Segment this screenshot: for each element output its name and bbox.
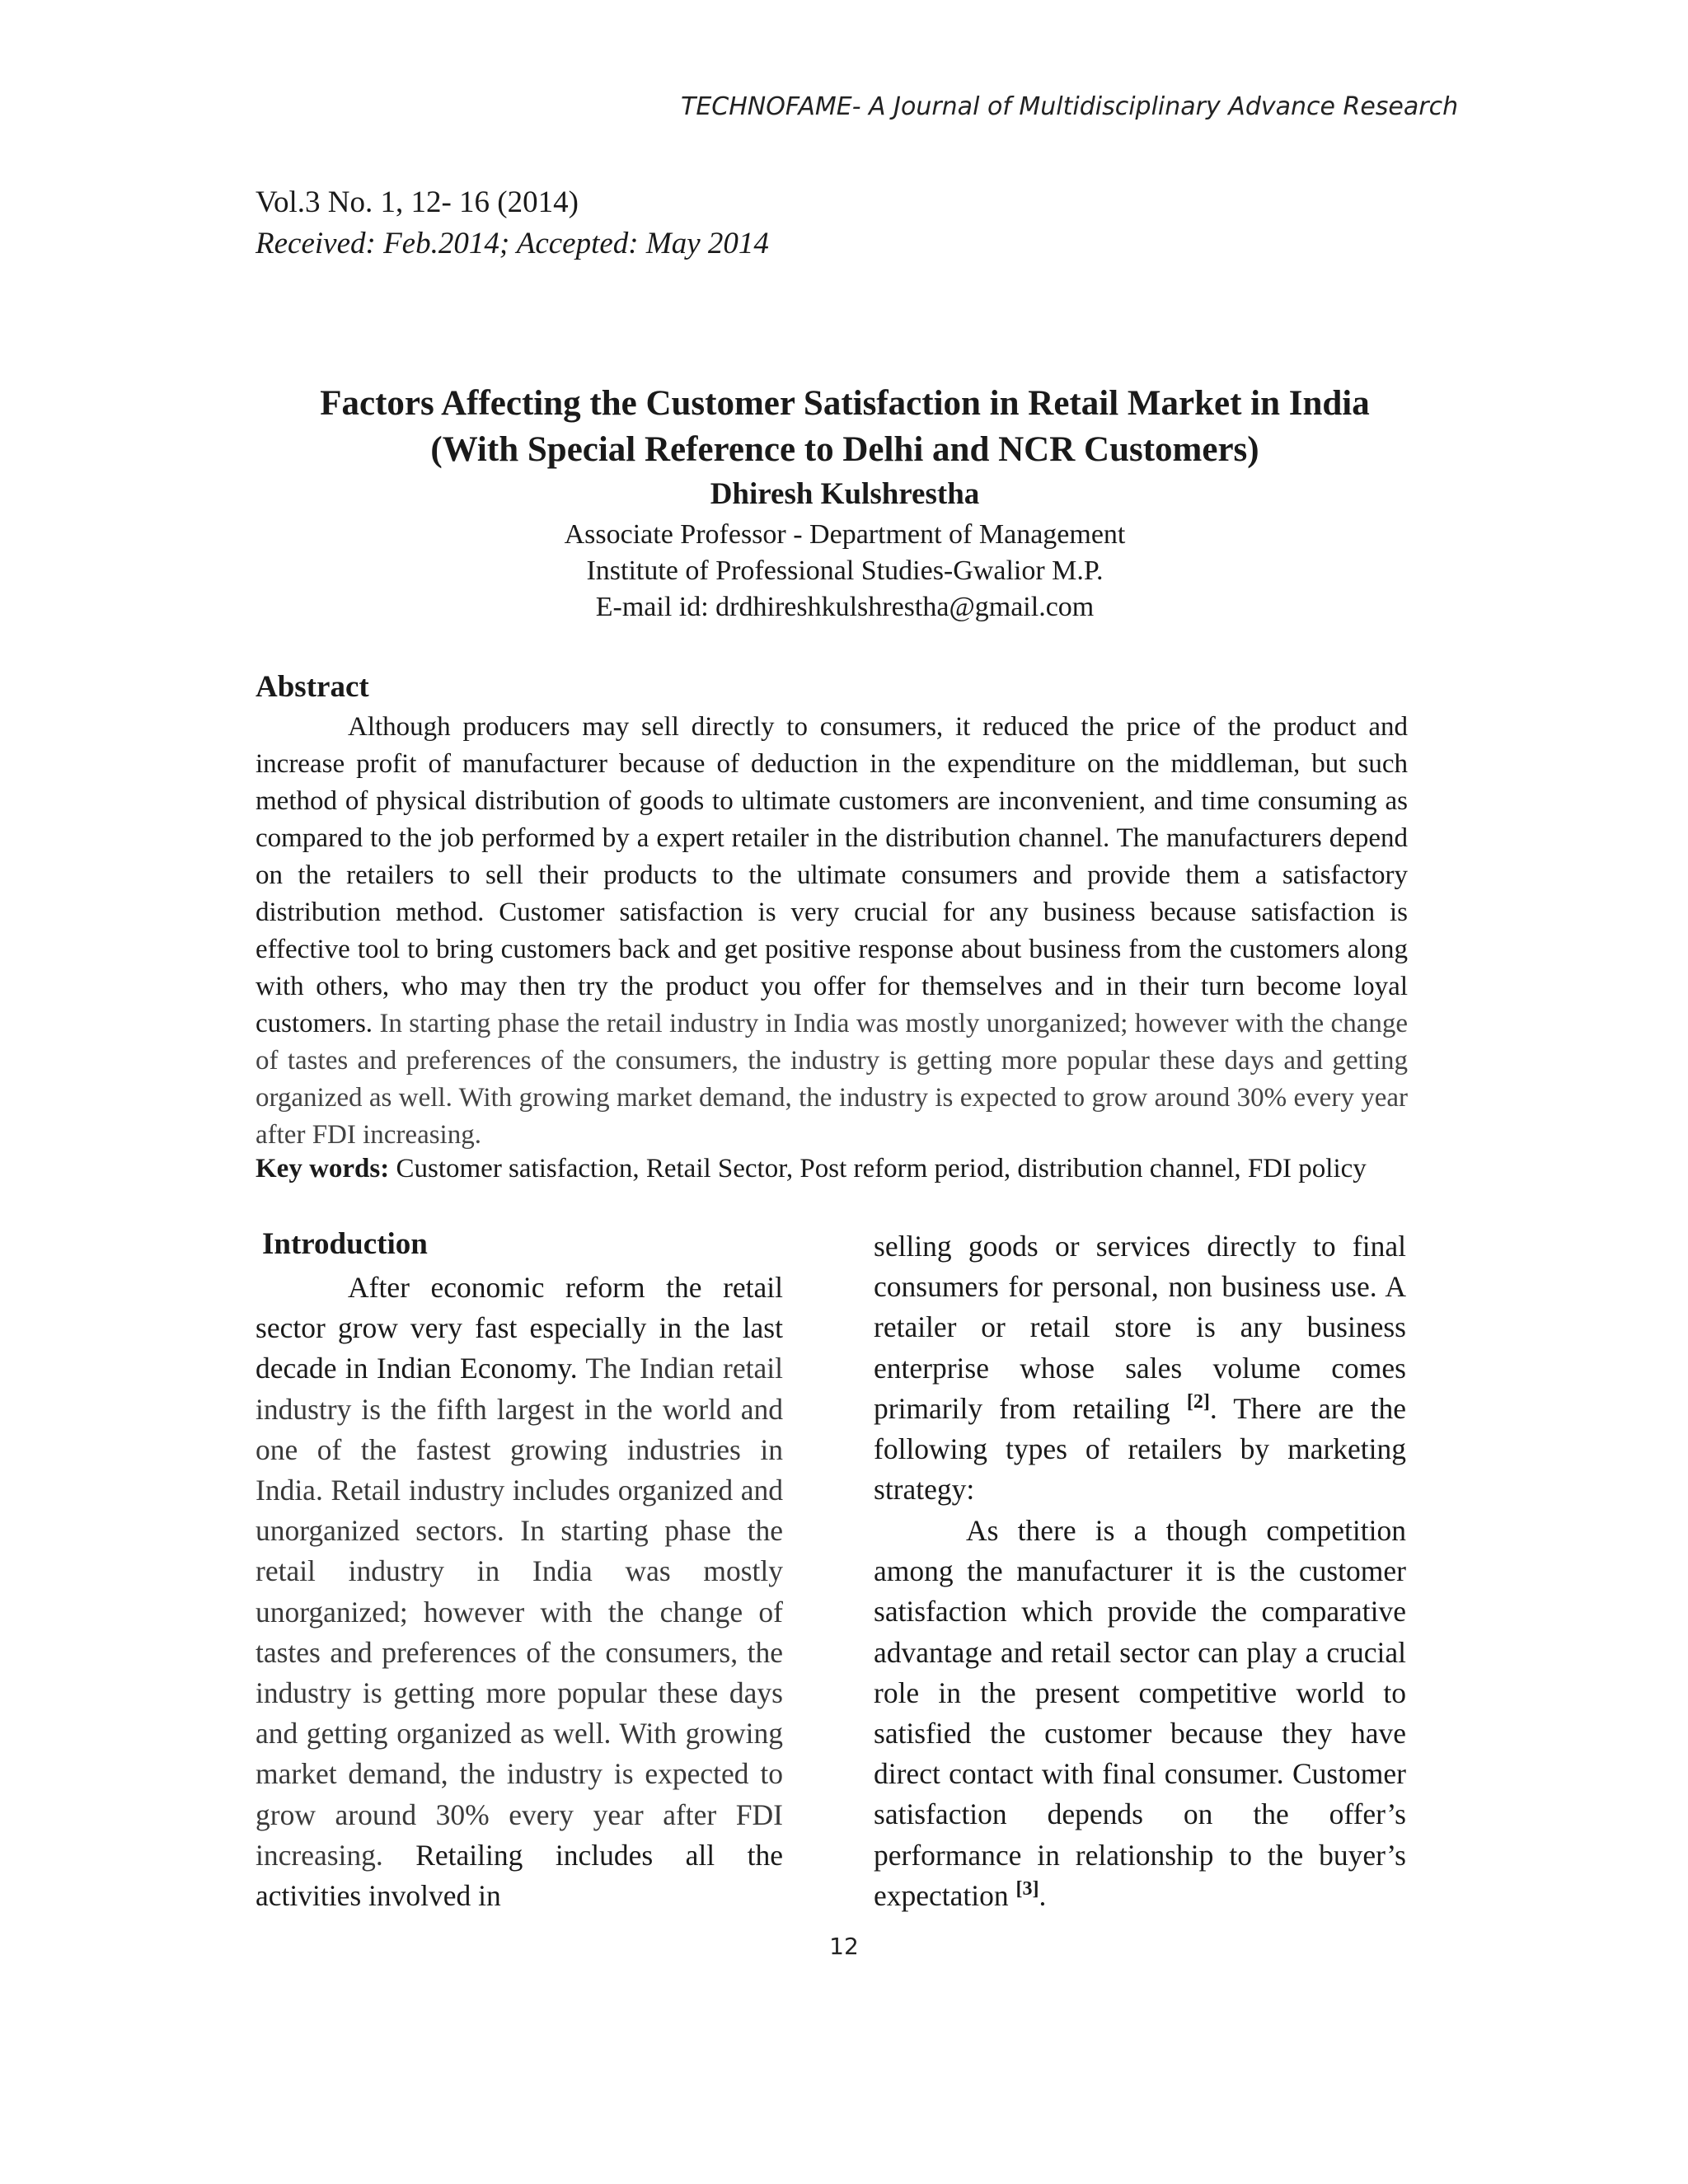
volume-info: Vol.3 No. 1, 12- 16 (2014) — [256, 185, 579, 219]
intro-right-text-d: . — [1039, 1878, 1047, 1912]
abstract-body — [256, 709, 1408, 1154]
author-affiliation — [247, 517, 1442, 626]
affiliation-institute: Institute of Professional Studies-Gwalior M.P. — [586, 555, 1104, 586]
title-line-1: Factors Affecting the Customer Satisfaction in Retail Market in India — [320, 384, 1370, 423]
introduction-left-column — [256, 1268, 783, 1916]
keywords — [256, 1151, 1408, 1188]
author-email: E-mail id: drdhireshkulshrestha@gmail.com — [595, 592, 1095, 622]
intro-right-text-a: selling goods or services directly to final consumers for personal, non business use. A retailer or retail store is any business enterprise whose sales volume comes primarily from retailing — [874, 1230, 1406, 1425]
keywords-label: Key words: — [256, 1154, 390, 1183]
intro-right-text-b: . There are the following types of retailers by marketing strategy: — [874, 1391, 1406, 1507]
page-number: 12 — [829, 1933, 859, 1960]
intro-left-text-b: The Indian retail industry is the fifth largest in the world and one of the fastest growing industries in India. Retail industry includes organized and unorganized sectors. In starting phase the retail industry in India was mostly unorganized; however with the change of tastes and preferences of the consumers, the industry is getting more popular these days and getting organized as well. With growing market demand, the industry is expected to grow around 30% every year after FDI increasing. — [256, 1352, 783, 1872]
journal-running-head: TECHNOFAME- A Journal of Multidisciplinary Advance Research — [681, 92, 1459, 121]
author-name: Dhiresh Kulshrestha — [710, 477, 980, 511]
intro-left-text-c: Retailing includes all the activities involved in — [256, 1838, 783, 1913]
intro-right-text-c: As there is a though competition among the manufacturer it is the customer satisfaction which provide the comparative advantage and retail sector can play a crucial role in the present competitive world to satisfied the customer because they have direct contact with final consumer. Customer satisfaction depends on the offer’s performance in relationship to the buyer’s expectation — [874, 1514, 1406, 1912]
title-line-2: (With Special Reference to Delhi and NCR Customers) — [430, 430, 1259, 469]
citation-ref-2: [2] — [1186, 1390, 1210, 1413]
received-dates: Received: Feb.2014; Accepted: May 2014 — [256, 227, 769, 260]
article-title — [247, 381, 1442, 473]
citation-ref-3: [3] — [1015, 1878, 1039, 1900]
introduction-heading: Introduction — [262, 1227, 428, 1261]
introduction-right-column-p2 — [874, 1511, 1406, 1916]
affiliation-position: Associate Professor - Department of Management — [564, 519, 1126, 550]
abstract-text-secondary: In starting phase the retail industry in India was mostly unorganized; however with the change of tastes and preferences of the consumers, the industry is getting more popular these days and getting organized as well. With growing market demand, the industry is expected to grow around 30% every year after FDI increasing. — [256, 1009, 1408, 1150]
intro-left-text-a: After economic reform the retail sector grow very fast especially in the last decade in Indian Economy. — [256, 1271, 783, 1385]
abstract-heading: Abstract — [256, 670, 369, 704]
keywords-text: Customer satisfaction, Retail Sector, Post reform period, distribution channel, FDI policy — [389, 1154, 1367, 1183]
introduction-right-column-p1 — [874, 1226, 1406, 1510]
abstract-text-main: Although producers may sell directly to consumers, it reduced the price of the product and increase profit of manufacturer because of deduction in the expenditure on the middleman, but such method of physical distribution of goods to ultimate customers are inconvenient, and time consuming as compared to the job performed by a expert retailer in the distribution channel. The manufacturers depend on the retailers to sell their products to the ultimate consumers and provide them a satisfactory distribution method. Customer satisfaction is very crucial for any business because satisfaction is effective tool to bring customers back and get positive response about business from the customers along with others, who may then try the product you offer for themselves and in their turn become loyal customers. — [256, 712, 1408, 1038]
